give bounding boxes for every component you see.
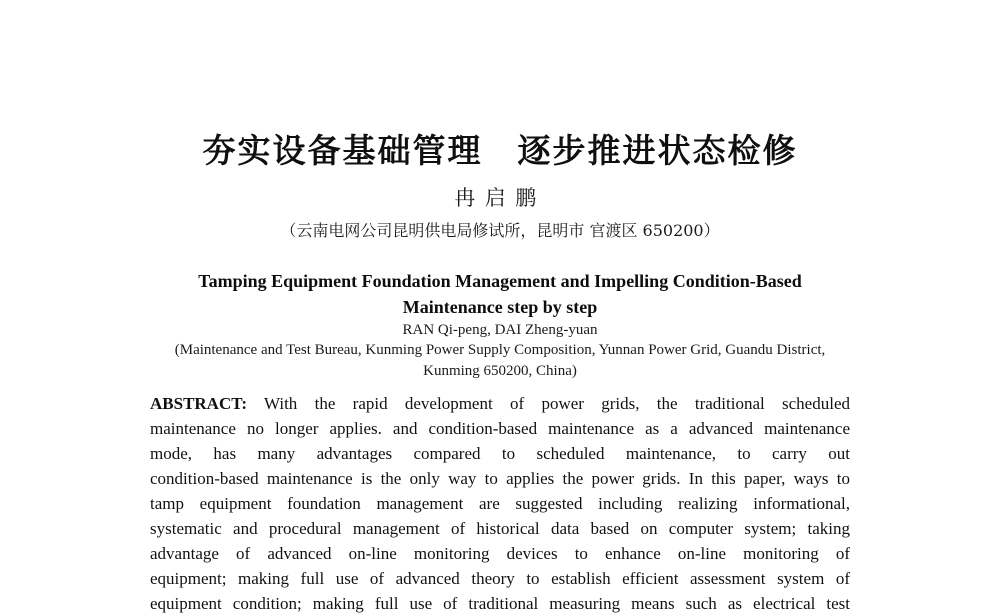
abstract-line1-text: With the rapid development of power grids, the traditional scheduled [263, 394, 850, 413]
abstract-line: mode, has many advantages compared to scheduled maintenance, to carry out [150, 444, 850, 463]
abstract-line: systematic and procedural management of historical data based on computer system; taking [150, 519, 850, 538]
title-english-line1: Tamping Equipment Foundation Management and Impelling Condition-Based [198, 271, 802, 291]
affiliation-english [150, 340, 850, 382]
abstract-line [150, 391, 850, 416]
abstract-line: tamp equipment foundation management are suggested including realizing informational, [150, 494, 850, 513]
abstract-line: advantage of advanced on-line monitoring devices to enhance on-line monitoring of [150, 544, 850, 563]
authors-english: RAN Qi-peng, DAI Zheng-yuan [402, 322, 598, 338]
abstract-line: condition-based maintenance is the only way to applies the power grids. In this paper, ways to [150, 469, 850, 488]
document-body [150, 0, 850, 616]
affiliation-chinese: （云南电网公司昆明供电局修试所，昆明市 官渡区 650200） [280, 221, 720, 240]
affiliation-english-line1: (Maintenance and Test Bureau, Kunming Power Supply Composition, Yunnan Power Grid, Guandu District, [174, 342, 826, 358]
page-title-chinese: 夯实设备基础管理 逐步推进状态检修 [202, 131, 798, 170]
affiliation-english-line2: Kunming 650200, China) [423, 363, 577, 379]
title-english-line2: Maintenance step by step [402, 297, 598, 317]
abstract-line: equipment condition; making full use of traditional measuring means such as electrical test [150, 594, 850, 613]
abstract-label: ABSTRACT: [150, 394, 247, 413]
abstract-paragraph [150, 391, 850, 616]
author-name-chinese: 冉启鹏 [454, 186, 546, 210]
abstract-line: equipment; making full use of advanced theory to establish efficient assessment system of [150, 569, 850, 588]
abstract-line: maintenance no longer applies. and condition-based maintenance as a advanced maintenance [150, 419, 850, 438]
page-title-english [150, 268, 850, 320]
